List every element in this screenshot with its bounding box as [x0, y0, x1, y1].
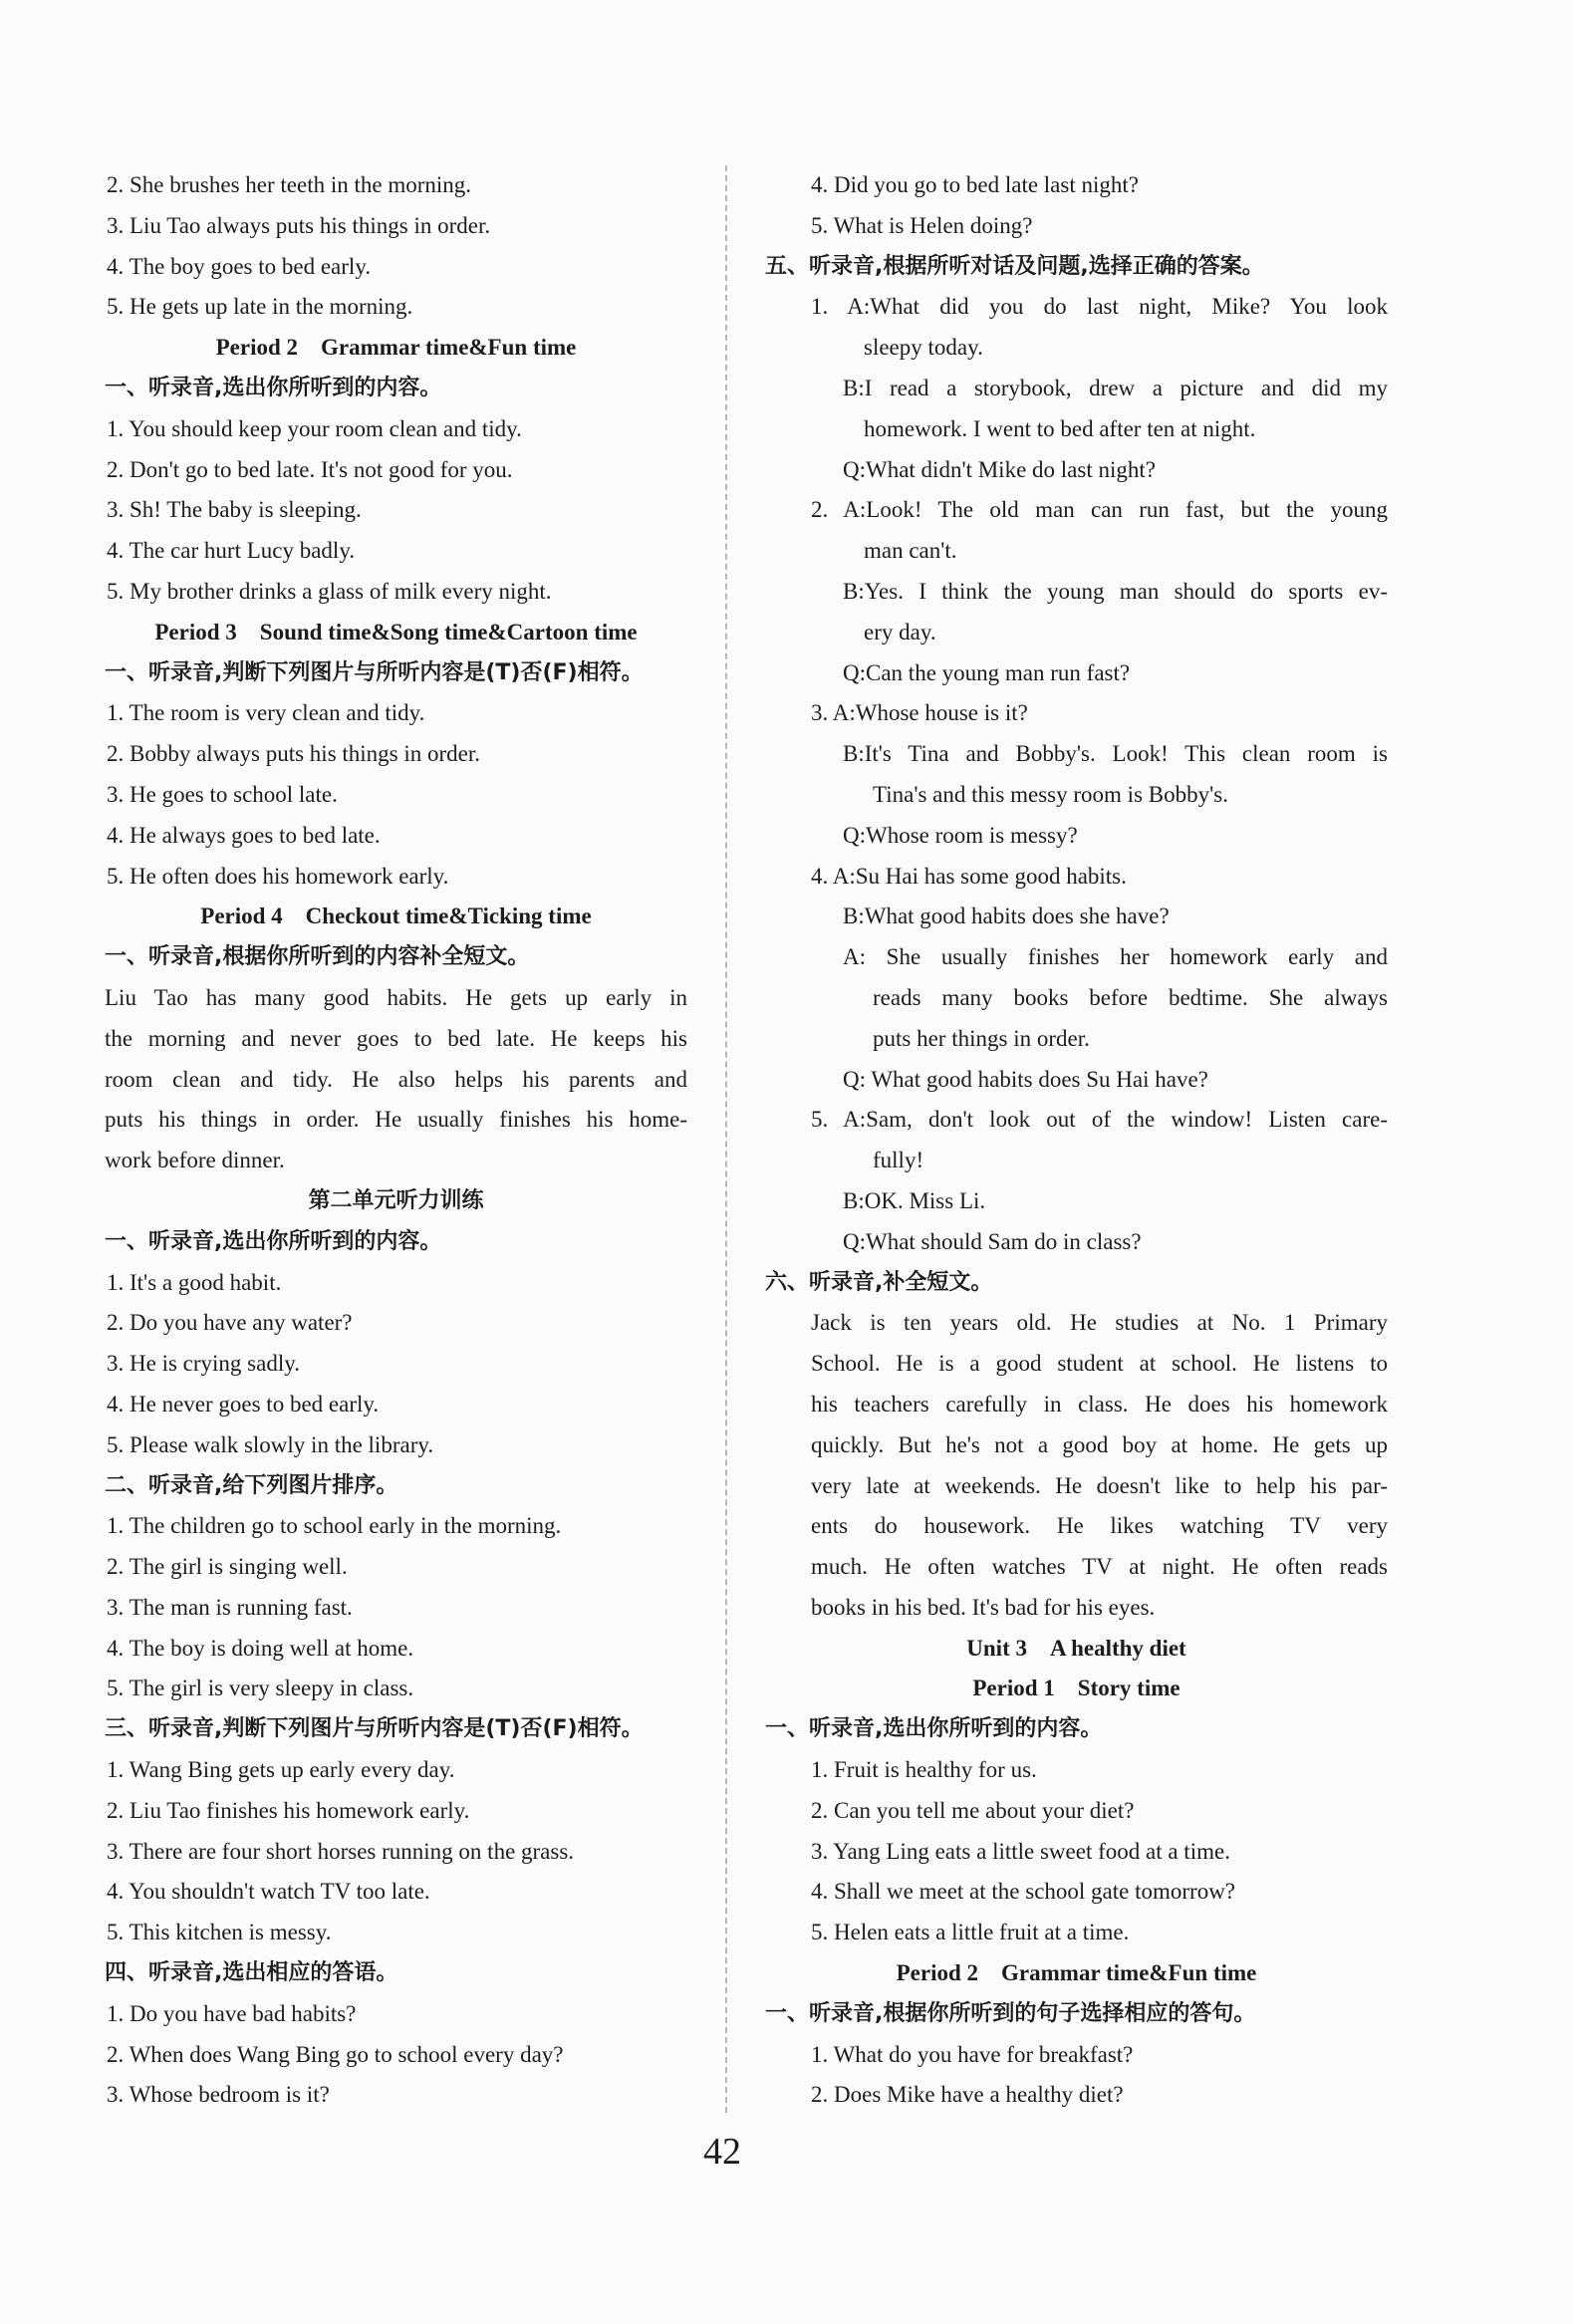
list-item: 1. The room is very clean and tidy.	[107, 700, 425, 726]
list-item: 3. Sh! The baby is sleeping.	[107, 497, 362, 523]
list-item: 2. Can you tell me about your diet?	[811, 1797, 1135, 1823]
period-heading: Period 2 Grammar time&Fun time	[896, 1960, 1257, 1986]
dialogue-question: Q:What didn't Mike do last night?	[843, 456, 1156, 482]
dialogue-question: Q:What should Sam do in class?	[843, 1228, 1142, 1254]
dialogue-line: 2. A:Look! The old man can run fast, but the young	[811, 497, 1388, 523]
unit-training-heading: 第二单元听力训练	[308, 1187, 484, 1213]
dialogue-line: ery day.	[864, 619, 936, 645]
list-item: 4. The boy is doing well at home.	[107, 1635, 414, 1661]
dialogue-question: Q:Can the young man run fast?	[843, 659, 1131, 685]
left-column	[105, 165, 687, 2116]
section-heading: 一、听录音,根据你所听到的内容补全短文。	[105, 944, 530, 970]
period-heading: Period 1 Story time	[972, 1676, 1180, 1701]
list-item: 5. He gets up late in the morning.	[107, 294, 413, 320]
dialogue-line: B:Yes. I think the young man should do sports ev-	[843, 578, 1388, 604]
period-heading: Period 2 Grammar time&Fun time	[215, 335, 577, 361]
section-heading: 一、听录音,选出你所听到的内容。	[105, 1228, 442, 1254]
passage-line: Jack is ten years old. He studies at No. 1 Primary	[811, 1310, 1388, 1336]
list-item: 3. Liu Tao always puts his things in order.	[107, 212, 491, 238]
section-heading: 一、听录音,选出你所听到的内容。	[105, 375, 442, 400]
passage-line: work before dinner.	[105, 1148, 285, 1173]
unit-heading: Unit 3 A healthy diet	[966, 1635, 1186, 1661]
list-item: 2. Don't go to bed late. It's not good for you.	[107, 456, 513, 482]
section-heading: 四、听录音,选出相应的答语。	[105, 1960, 398, 1986]
list-item: 3. He is crying sadly.	[107, 1351, 300, 1377]
section-heading: 二、听录音,给下列图片排序。	[105, 1472, 398, 1498]
passage-line: the morning and never goes to bed late. He keeps his	[105, 1025, 687, 1051]
dialogue-line: 5. A:Sam, don't look out of the window! Listen care-	[811, 1107, 1388, 1133]
passage-line: Liu Tao has many good habits. He gets up early in	[105, 984, 687, 1010]
dialogue-line: 1. A:What did you do last night, Mike? You look	[811, 294, 1388, 320]
dialogue-line: homework. I went to bed after ten at night.	[864, 415, 1256, 441]
period-heading: Period 3 Sound time&Song time&Cartoon time	[154, 619, 638, 645]
dialogue-line: B:It's Tina and Bobby's. Look! This clean room is	[843, 741, 1388, 767]
list-item: 5. He often does his homework early.	[107, 863, 449, 889]
dialogue-line: Tina's and this messy room is Bobby's.	[873, 781, 1228, 807]
list-item: 4. The car hurt Lucy badly.	[107, 538, 356, 564]
list-item: 4. Did you go to bed late last night?	[811, 172, 1139, 197]
passage-line: quickly. But he's not a good boy at home. He gets up	[811, 1431, 1388, 1457]
dialogue-line: fully!	[873, 1148, 924, 1173]
list-item: 5. Helen eats a little fruit at a time.	[811, 1920, 1130, 1945]
list-item: 1. The children go to school early in the morning.	[107, 1513, 562, 1539]
passage-line: his teachers carefully in class. He does his homework	[811, 1391, 1388, 1417]
dialogue-line: 4. A:Su Hai has some good habits.	[811, 863, 1127, 889]
list-item: 5. What is Helen doing?	[811, 212, 1033, 238]
list-item: 1. Do you have bad habits?	[107, 2000, 357, 2026]
list-item: 3. Yang Ling eats a little sweet food at a time.	[811, 1838, 1230, 1864]
list-item: 2. She brushes her teeth in the morning.	[107, 172, 472, 197]
list-item: 5. Please walk slowly in the library.	[107, 1431, 434, 1457]
list-item: 2. Bobby always puts his things in order.	[107, 741, 481, 767]
dialogue-line: man can't.	[864, 538, 957, 564]
section-heading: 五、听录音,根据所听对话及问题,选择正确的答案。	[765, 253, 1264, 279]
list-item: 4. He always goes to bed late.	[107, 822, 381, 848]
list-item: 2. The girl is singing well.	[107, 1554, 348, 1580]
list-item: 5. This kitchen is messy.	[107, 1920, 332, 1945]
passage-line: School. He is a good student at school. He listens to	[811, 1351, 1388, 1377]
section-heading: 一、听录音,根据你所听到的句子选择相应的答句。	[765, 2000, 1256, 2026]
list-item: 2. When does Wang Bing go to school every day?	[107, 2041, 564, 2067]
list-item: 1. What do you have for breakfast?	[811, 2041, 1134, 2067]
list-item: 1. It's a good habit.	[107, 1269, 282, 1295]
passage-line: very late at weekends. He doesn't like to help his par-	[811, 1472, 1388, 1498]
column-divider	[725, 165, 727, 2113]
section-heading: 三、听录音,判断下列图片与所听内容是(T)否(F)相符。	[105, 1716, 644, 1742]
list-item: 3. There are four short horses running on the grass.	[107, 1838, 575, 1864]
list-item: 2. Do you have any water?	[107, 1310, 353, 1336]
list-item: 4. Shall we meet at the school gate tomorrow?	[811, 1879, 1236, 1905]
dialogue-line: B:What good habits does she have?	[843, 904, 1170, 929]
list-item: 2. Does Mike have a healthy diet?	[811, 2082, 1124, 2108]
dialogue-question: Q:Whose room is messy?	[843, 822, 1078, 848]
dialogue-line: reads many books before bedtime. She always	[873, 984, 1388, 1010]
list-item: 2. Liu Tao finishes his homework early.	[107, 1797, 470, 1823]
passage-line: books in his bed. It's bad for his eyes.	[811, 1594, 1156, 1620]
dialogue-line: B:OK. Miss Li.	[843, 1187, 986, 1213]
dialogue-line: sleepy today.	[864, 335, 983, 361]
list-item: 3. He goes to school late.	[107, 781, 338, 807]
list-item: 4. The boy goes to bed early.	[107, 253, 372, 279]
dialogue-line: B:I read a storybook, drew a picture and did my	[843, 375, 1388, 400]
passage-line: room clean and tidy. He also helps his parents and	[105, 1066, 687, 1092]
passage-line: puts his things in order. He usually finishes his home-	[105, 1107, 687, 1133]
section-heading: 一、听录音,选出你所听到的内容。	[765, 1716, 1103, 1742]
list-item: 3. Whose bedroom is it?	[107, 2082, 330, 2108]
list-item: 3. The man is running fast.	[107, 1594, 353, 1620]
period-heading: Period 4 Checkout time&Ticking time	[200, 904, 592, 929]
section-heading: 一、听录音,判断下列图片与所听内容是(T)否(F)相符。	[105, 659, 644, 685]
passage-line: ents do housework. He likes watching TV very	[811, 1513, 1388, 1539]
list-item: 1. Fruit is healthy for us.	[811, 1757, 1037, 1783]
right-column	[765, 165, 1388, 2116]
list-item: 5. The girl is very sleepy in class.	[107, 1676, 414, 1701]
list-item: 1. You should keep your room clean and tidy.	[107, 415, 522, 441]
dialogue-question: Q: What good habits does Su Hai have?	[843, 1066, 1208, 1092]
passage-line: much. He often watches TV at night. He often reads	[811, 1554, 1388, 1580]
list-item: 1. Wang Bing gets up early every day.	[107, 1757, 455, 1783]
list-item: 4. You shouldn't watch TV too late.	[107, 1879, 430, 1905]
section-heading: 六、听录音,补全短文。	[765, 1269, 993, 1295]
page-number: 42	[703, 2131, 741, 2173]
list-item: 5. My brother drinks a glass of milk every night.	[107, 578, 552, 604]
dialogue-line: puts her things in order.	[873, 1025, 1090, 1051]
dialogue-line: A: She usually finishes her homework early and	[843, 944, 1388, 970]
list-item: 4. He never goes to bed early.	[107, 1391, 380, 1417]
dialogue-line: 3. A:Whose house is it?	[811, 700, 1028, 726]
